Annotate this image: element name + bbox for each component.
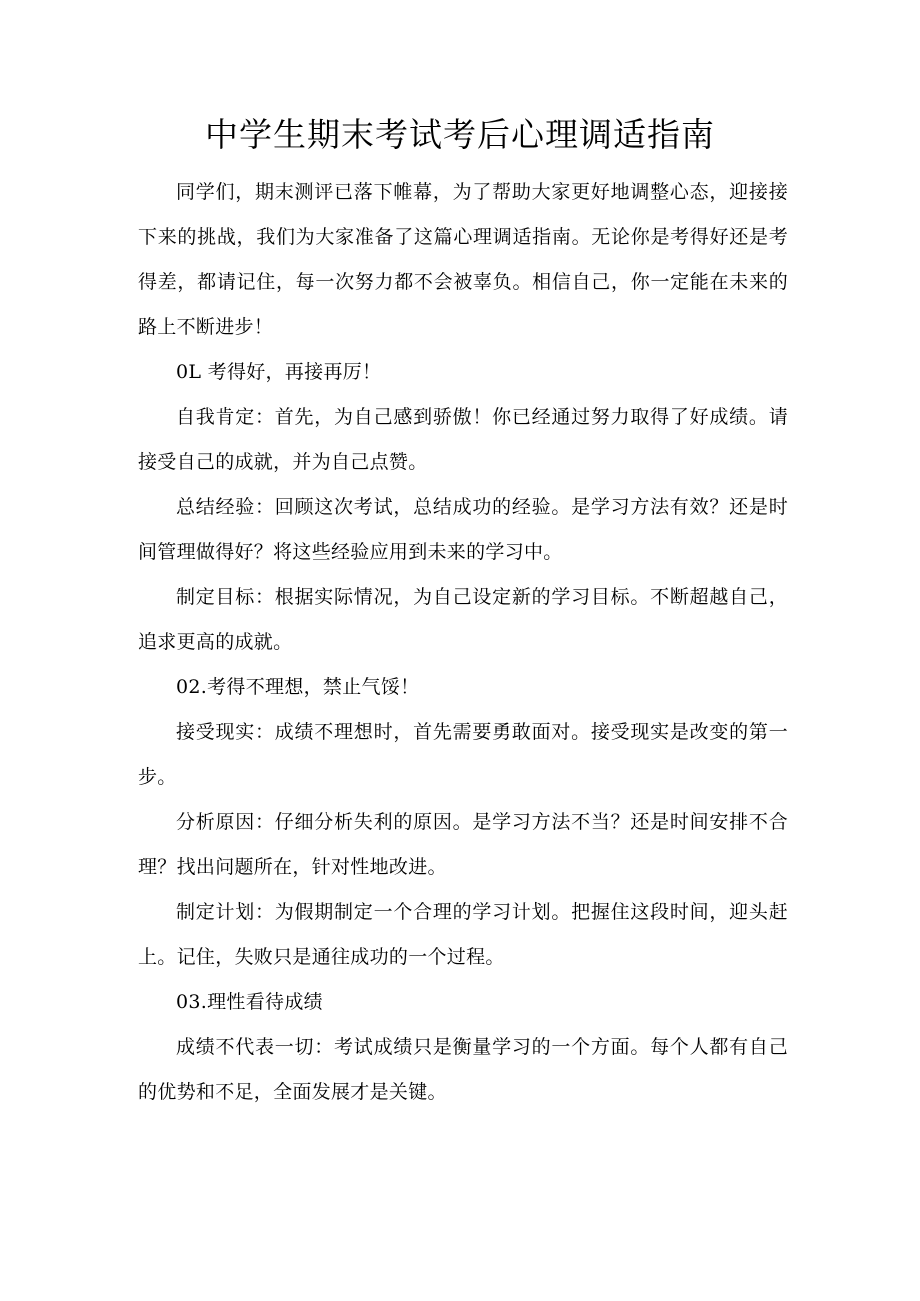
- document-title: 中学生期末考试考后心理调适指南: [205, 115, 715, 154]
- paragraph-accept-reality: 接受现实：成绩不理想时，首先需要勇敢面对。接受现实是改变的第一步。: [138, 721, 788, 788]
- paragraph-set-goals: 制定目标：根据实际情况，为自己设定新的学习目标。不断超越自己，追求更高的成就。: [138, 586, 788, 653]
- paragraph-summarize-experience: 总结经验：回顾这次考试，总结成功的经验。是学习方法有效？还是时间管理做得好？将这些经验应用到未来的学习中。: [138, 496, 788, 563]
- paragraph-make-plan: 制定计划：为假期制定一个合理的学习计划。把握住这段时间，迎头赶上。记住，失败只是通往成功的一个过程。: [138, 901, 788, 968]
- section-heading-02: 02.考得不理想，禁止气馁！: [176, 676, 420, 698]
- section-heading-03: 03.理性看待成绩: [176, 991, 323, 1013]
- paragraph-self-affirmation: 自我肯定：首先，为自己感到骄傲！你已经通过努力取得了好成绩。请接受自己的成就，并为自己点赞。: [138, 406, 788, 473]
- paragraph-analyze-causes: 分析原因：仔细分析失利的原因。是学习方法不当？还是时间安排不合理？找出问题所在，针对性地改进。: [138, 811, 788, 878]
- paragraph-grades-not-everything: 成绩不代表一切：考试成绩只是衡量学习的一个方面。每个人都有自己的优势和不足，全面发展才是关键。: [138, 1036, 788, 1103]
- document-body: [138, 170, 788, 1115]
- section-heading-01: 0L 考得好，再接再厉！: [176, 361, 382, 383]
- intro-paragraph: 同学们，期末测评已落下帷幕，为了帮助大家更好地调整心态，迎接接下来的挑战，我们为大家准备了这篇心理调适指南。无论你是考得好还是考得差，都请记住，每一次努力都不会被辜负。相信自己，你一定能在未来的路上不断进步！: [138, 181, 788, 338]
